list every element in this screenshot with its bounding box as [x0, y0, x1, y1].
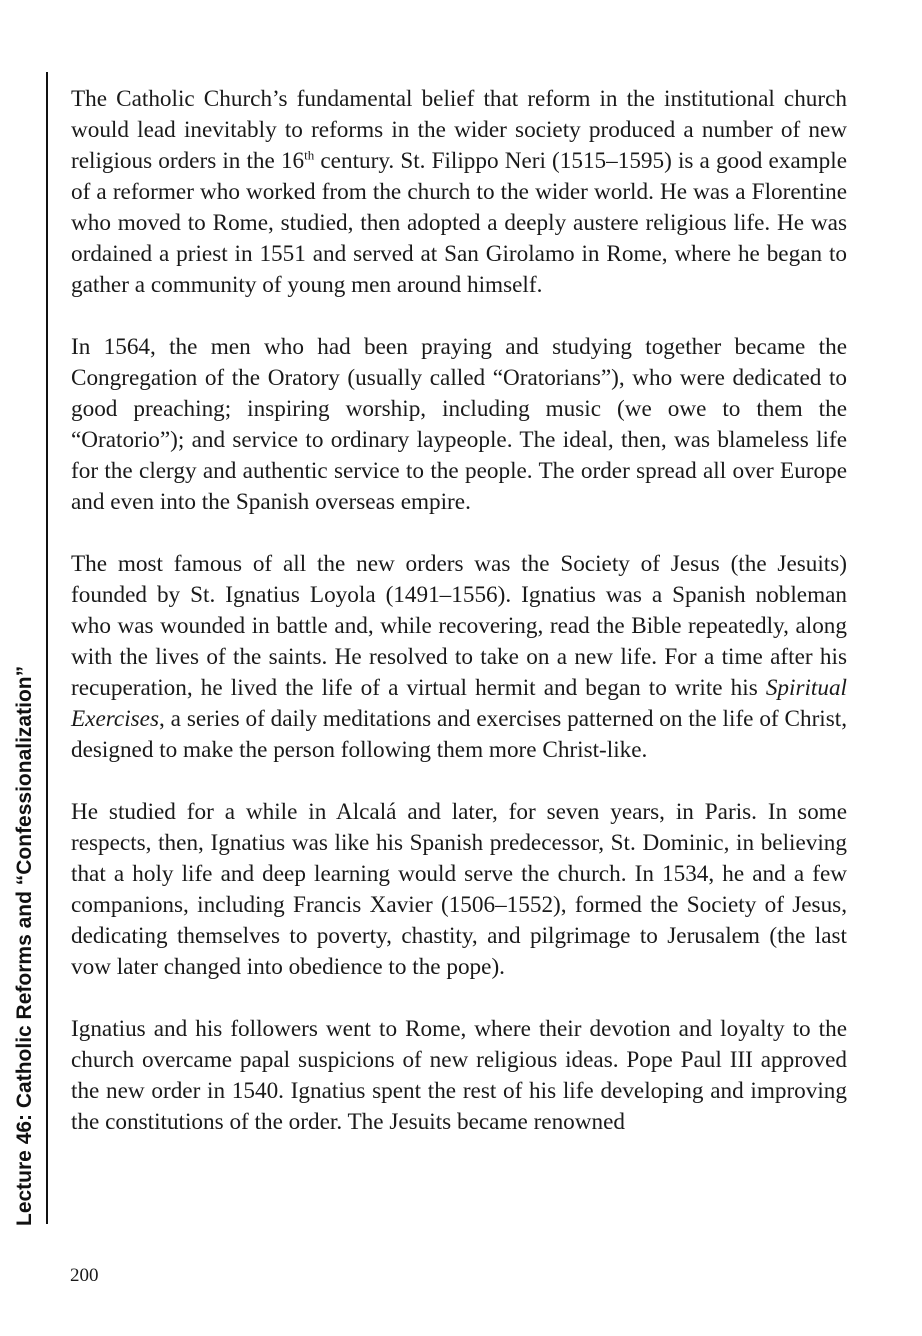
- paragraph-1: [71, 84, 847, 301]
- page-number: 200: [70, 1265, 99, 1286]
- paragraph-1-text-b: century. St. Filippo Neri (1515–1595) is a good example of a reformer who worked from the church to the wider world. He was a Florentine who moved to Rome, studied, then adopted a deeply austere religious life. He was ordained a priest in 1551 and served at San Girolamo in Rome, where he began to gather a community of young men around himself.: [71, 148, 847, 298]
- lecture-title: Lecture 46: Catholic Reforms and “Confessionalization”: [13, 665, 36, 1226]
- paragraph-3: [71, 549, 847, 766]
- body-text: [71, 84, 847, 1138]
- paragraph-2: In 1564, the men who had been praying and studying together became the Congregation of the Oratory (usually called “Oratorians”), who were dedicated to good preaching; inspiring worship, including music (we owe to them the “Oratorio”); and service to ordinary laypeople. The ideal, then, was blameless life for the clergy and authentic service to the people. The order spread all over Europe and even into the Spanish overseas empire.: [71, 334, 847, 515]
- paragraph-3-text-b: , a series of daily meditations and exercises patterned on the life of Christ, designed to make the person following them more Christ-like.: [71, 706, 847, 763]
- paragraph-1-text-a: The Catholic Church’s fundamental belief that reform in the institutional church would lead inevitably to reforms in the wider society produced a number of new religious orders in the 16: [71, 86, 847, 174]
- superscript-th: th: [304, 147, 315, 163]
- vertical-rule: [46, 72, 48, 1224]
- book-title-italic: Spiritual Exercises: [71, 675, 847, 732]
- paragraph-3-text-a: The most famous of all the new orders was the Society of Jesus (the Jesuits) founded by St. Ignatius Loyola (1491–1556). Ignatius was a Spanish nobleman who was wounded in battle and, while recovering, read the Bible repeatedly, along with the lives of the saints. He resolved to take on a new life. For a time after his recuperation, he lived the life of a virtual hermit and began to write his: [71, 551, 847, 701]
- paragraph-5: Ignatius and his followers went to Rome, where their devotion and loyalty to the church overcame papal suspicions of new religious ideas. Pope Paul III approved the new order in 1540. Ignatius spent the rest of his life developing and improving the constitutions of the order. The Jesuits became renowned: [71, 1016, 847, 1135]
- paragraph-4: He studied for a while in Alcalá and later, for seven years, in Paris. In some respects, then, Ignatius was like his Spanish predecessor, St. Dominic, in believing that a holy life and deep learning would serve the church. In 1534, he and a few companions, including Francis Xavier (1506–1552), formed the Society of Jesus, dedicating themselves to poverty, chastity, and pilgrimage to Jerusalem (the last vow later changed into obedience to the pope).: [71, 799, 847, 980]
